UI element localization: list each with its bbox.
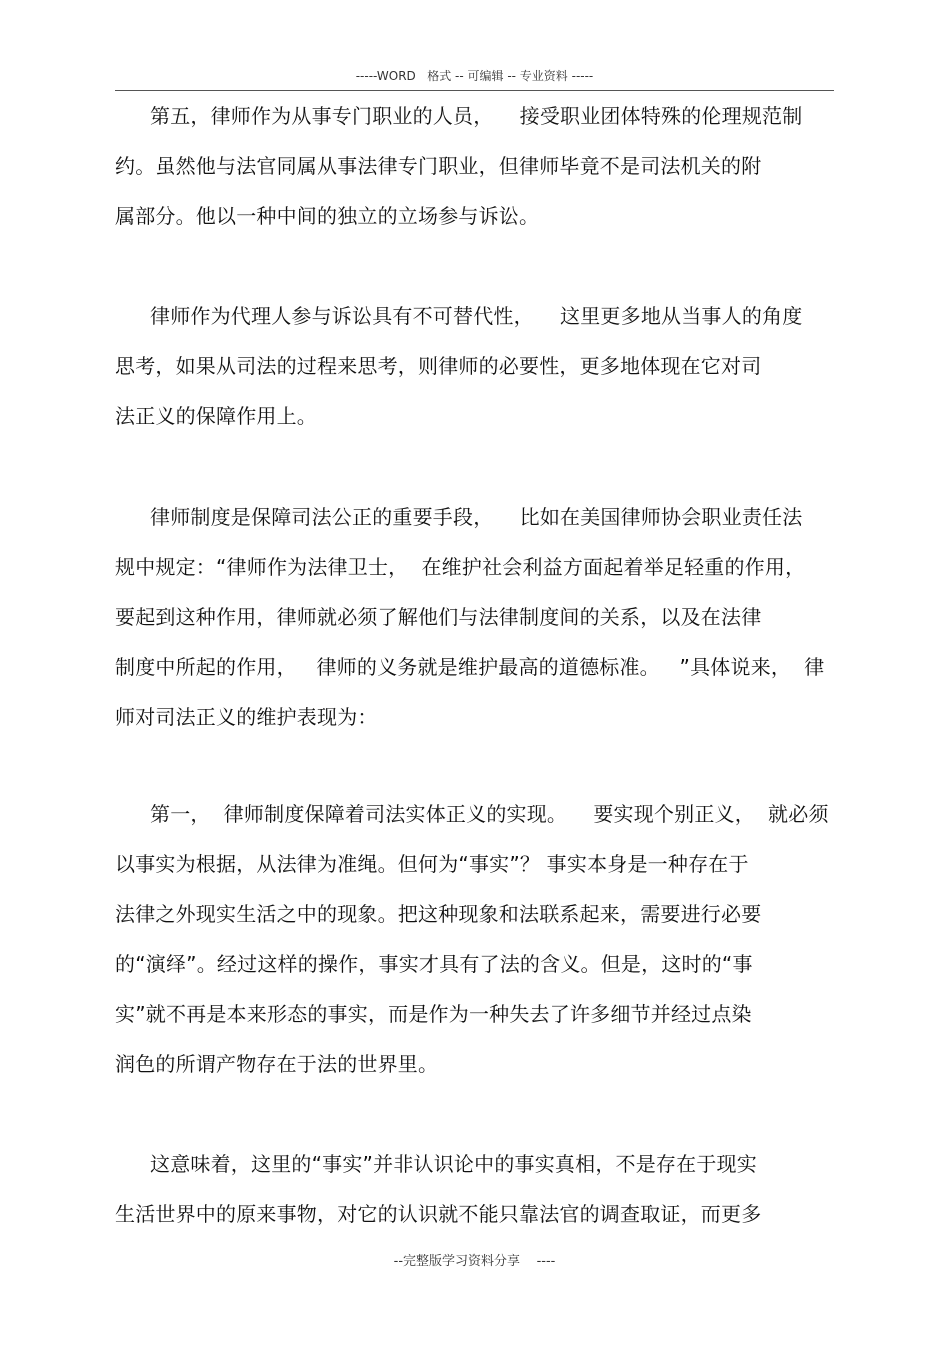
paragraph-1-line-1: 第五，律师作为从事专门职业的人员， 接受职业团体特殊的伦理规范制 bbox=[150, 104, 803, 128]
header-rule bbox=[115, 90, 834, 91]
paragraph-4-line-6: 润色的所谓产物存在于法的世界里。 bbox=[115, 1052, 439, 1076]
paragraph-2-line-1: 律师作为代理人参与诉讼具有不可替代性， 这里更多地从当事人的角度 bbox=[150, 304, 803, 328]
page-footer: --完整版学习资料分享 ---- bbox=[393, 1254, 556, 1269]
paragraph-4-line-1: 第一， 律师制度保障着司法实体正义的实现。 要实现个别正义， 就必须 bbox=[150, 802, 829, 826]
paragraph-5-line-2: 生活世界中的原来事物，对它的认识就不能只靠法官的调查取证，而更多 bbox=[115, 1202, 762, 1226]
paragraph-4-line-4: 的“演绎”。经过这样的操作，事实才具有了法的含义。但是，这时的“事 bbox=[115, 952, 753, 976]
paragraph-4-line-3: 法律之外现实生活之中的现象。把这种现象和法联系起来，需要进行必要 bbox=[115, 902, 762, 926]
paragraph-3-line-1: 律师制度是保障司法公正的重要手段， 比如在美国律师协会职业责任法 bbox=[150, 505, 803, 529]
paragraph-3-line-3: 要起到这种作用，律师就必须了解他们与法律制度间的关系，以及在法律 bbox=[115, 605, 762, 629]
paragraph-5-line-1: 这意味着，这里的“事实”并非认识论中的事实真相，不是存在于现实 bbox=[150, 1152, 757, 1176]
paragraph-3-line-5: 师对司法正义的维护表现为： bbox=[115, 705, 378, 729]
paragraph-4-line-5: 实”就不再是本来形态的事实，而是作为一种失去了许多细节并经过点染 bbox=[115, 1002, 752, 1026]
paragraph-2-line-3: 法正义的保障作用上。 bbox=[115, 404, 317, 428]
paragraph-1-line-3: 属部分。他以一种中间的独立的立场参与诉讼。 bbox=[115, 204, 540, 228]
paragraph-2-line-2: 思考，如果从司法的过程来思考，则律师的必要性，更多地体现在它对司 bbox=[115, 354, 762, 378]
paragraph-3-line-2: 规中规定：“律师作为法律卫士， 在维护社会利益方面起着举足轻重的作用， bbox=[115, 555, 806, 579]
paragraph-3-line-4: 制度中所起的作用， 律师的义务就是维护最高的道德标准。 ”具体说来， 律 bbox=[115, 655, 825, 679]
paragraph-1-line-2: 约。虽然他与法官同属从事法律专门职业，但律师毕竟不是司法机关的附 bbox=[115, 154, 762, 178]
page-header: -----WORD 格式 -- 可编辑 -- 专业资料 ----- bbox=[355, 69, 594, 83]
paragraph-4-line-2: 以事实为根据，从法律为准绳。但何为“事实”？ 事实本身是一种存在于 bbox=[115, 852, 749, 876]
